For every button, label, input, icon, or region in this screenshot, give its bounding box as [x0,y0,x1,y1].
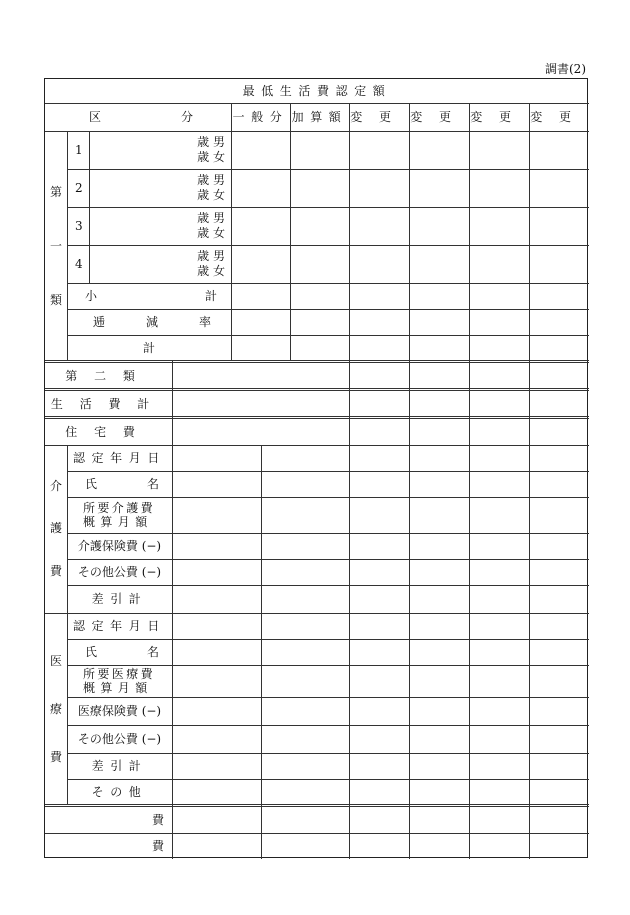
header-addition: 加算額 [291,109,348,124]
form-id: 調書(2) [545,62,586,76]
minimum-living-cost-table [44,78,588,858]
medical-other-public: その他公費 (−) [77,731,162,746]
header-change-4: 変更 [530,109,588,124]
header-change-3: 変更 [470,109,528,124]
housing-label: 住宅費 [65,424,152,439]
header-change-1: 変更 [350,109,408,124]
header-category-a: 区 [89,110,102,124]
medical-net-total: 差引計 [91,758,148,773]
care-name: 氏 名 [85,477,160,491]
first-class-row-1-age: 歳 男 歳 女 [197,135,225,164]
header-category-b: 分 [181,110,194,124]
medical-required-cost: 所要医療費 概算月額 [83,667,156,695]
living-total-label: 生活費計 [50,396,167,411]
first-class-total: 計 [142,340,155,355]
second-class-label: 第二類 [65,368,152,383]
first-class-decrease-rate: 逓 減 率 [93,314,211,329]
first-class-row-3-age: 歳 男 歳 女 [197,211,225,240]
medical-cert-date: 認定年月日 [72,618,166,633]
first-class-row-4-age: 歳 男 歳 女 [197,249,225,278]
header-change-2: 変更 [410,109,468,124]
first-class-subtotal: 小 計 [85,288,217,303]
first-class-row-2-age: 歳 男 歳 女 [197,173,225,202]
care-cert-date: 認定年月日 [72,450,166,465]
first-class-row-1-no: 1 [75,142,83,157]
medical-insurance: 医療保険費 (−) [77,703,162,718]
first-class-row-2-no: 2 [75,180,83,195]
care-other-public: その他公費 (−) [77,564,162,579]
medical-label: 医 療 費 [49,653,62,764]
header-category [45,103,231,131]
extra-cost-2: 費 [151,838,164,853]
table-title: 最低生活費認定額 [242,83,392,98]
first-class-row-3-no: 3 [75,218,83,233]
medical-name: 氏 名 [85,645,160,659]
first-class-row-4-no: 4 [75,256,83,271]
medical-other: その他 [91,784,148,799]
care-required-cost: 所要介護費 概算月額 [83,501,156,529]
first-class-label: 第 一 類 [49,184,62,307]
extra-cost-1: 費 [151,812,164,827]
header-general: 一般分 [232,109,289,124]
care-label: 介 護 費 [49,478,62,579]
care-net-total: 差引計 [91,591,148,606]
care-insurance: 介護保険費 (−) [77,538,162,553]
